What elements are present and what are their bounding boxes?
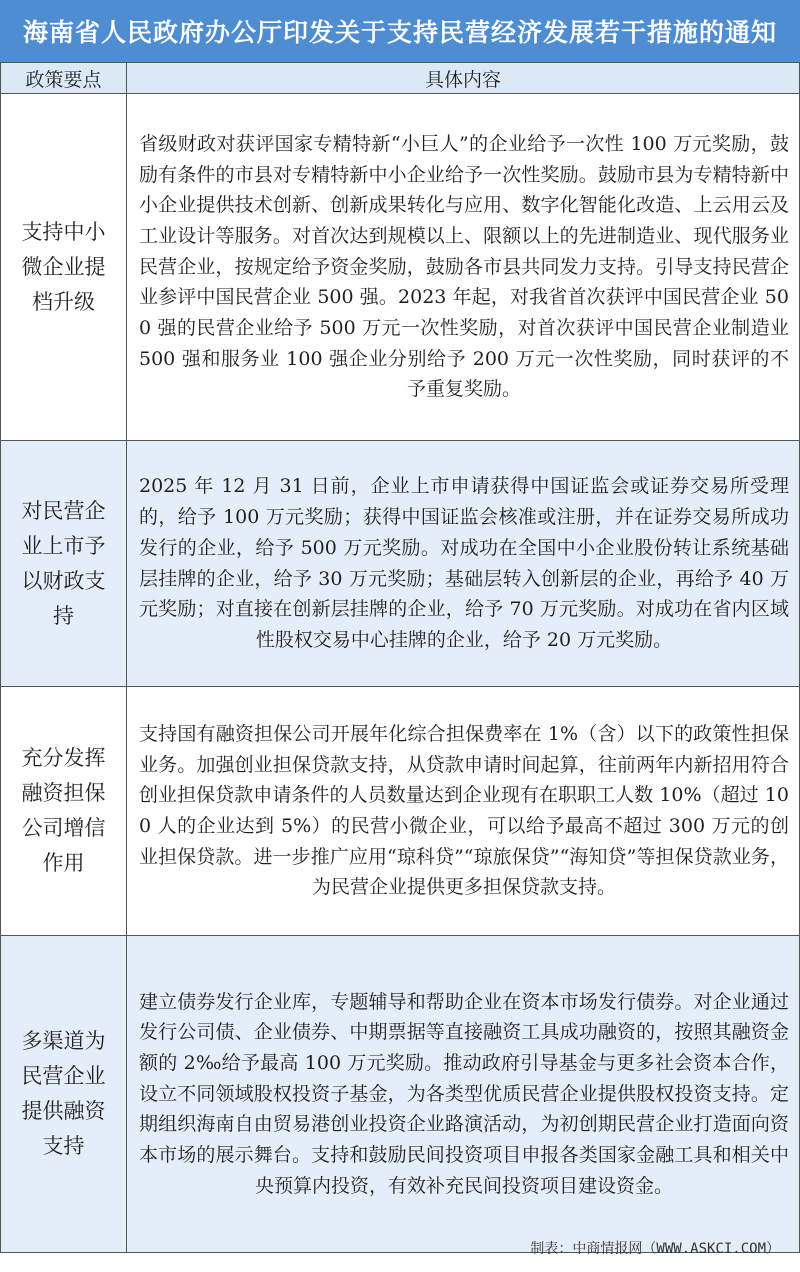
table-header-row [1, 63, 800, 94]
header-details: 具体内容 [127, 63, 800, 94]
policy-key-cell: 对民营企业上市予以财政支持 [1, 441, 127, 687]
table-row [1, 936, 800, 1253]
policy-content-cell: 省级财政对获评国家专精特新“小巨人”的企业给予一次性 100 万元奖励，鼓励有条件的市县对专精特新中小企业给予一次性奖励。鼓励市县为专精特新中小企业提供技术创新、创新成果转化与应用、数字化智能化改造、上云用云及工业设计等服务。对首次达到规模以上、限额以上的先进制造业、现代服务业民营企业，按规定给予资金奖励，鼓励各市县共同发力支持。引导支持民营企业参评中国民营企业 500 强。2023 年起，对我省首次获评中国民营企业 500 强的民营企业给予 500 万元一次性奖励，对首次获评中国民营企业制造业 500 强和服务业 100 强企业分别给予 200 万元一次性奖励，同时获评的不予重复奖励。 [127, 94, 800, 441]
header-policy-points: 政策要点 [1, 63, 127, 94]
table-row [1, 94, 800, 441]
policy-content-cell: 2025 年 12 月 31 日前，企业上市申请获得中国证监会或证券交易所受理的，给予 100 万元奖励；获得中国证监会核准或注册，并在证券交易所成功发行的企业，给予 500 万元奖励。对成功在全国中小企业股份转让系统基础层挂牌的企业，给予 30 万元奖励；基础层转入创新层的企业，再给予 40 万元奖励；对直接在创新层挂牌的企业，给予 70 万元奖励。对成功在省内区域性股权交易中心挂牌的企业，给予 20 万元奖励。 [127, 441, 800, 687]
policy-key-cell: 充分发挥融资担保公司增信作用 [1, 687, 127, 936]
table-row [1, 441, 800, 687]
source-footer: 制表：中商情报网（WWW.ASKCI.COM） [530, 1241, 780, 1257]
page-title: 海南省人民政府办公厅印发关于支持民营经济发展若干措施的通知 [0, 0, 800, 62]
policy-content-cell: 建立债券发行企业库，专题辅导和帮助企业在资本市场发行债券。对企业通过发行公司债、企业债券、中期票据等直接融资工具成功融资的，按照其融资金额的 2‰给予最高 100 万元奖励。推动政府引导基金与更多社会资本合作，设立不同领域股权投资子基金，为各类型优质民营企业提供股权投资支持。定期组织海南自由贸易港创业投资企业路演活动，为初创期民营企业打造面向资本市场的展示舞台。支持和鼓励民间投资项目申报各类国家金融工具和相关中央预算内投资，有效补充民间投资项目建设资金。 [127, 936, 800, 1253]
table-row [1, 687, 800, 936]
policy-key-cell: 支持中小微企业提档升级 [1, 94, 127, 441]
policy-content-cell: 支持国有融资担保公司开展年化综合担保费率在 1%（含）以下的政策性担保业务。加强创业担保贷款支持，从贷款申请时间起算，往前两年内新招用符合创业担保贷款申请条件的人员数量达到企业现有在职职工人数 10%（超过 100 人的企业达到 5%）的民营小微企业，可以给予最高不超过 300 万元的创业担保贷款。进一步推广应用“琼科贷”“琼旅保贷”“海知贷”等担保贷款业务，为民营企业提供更多担保贷款支持。 [127, 687, 800, 936]
policy-table [0, 62, 800, 1253]
policy-key-cell: 多渠道为民营企业提供融资支持 [1, 936, 127, 1253]
